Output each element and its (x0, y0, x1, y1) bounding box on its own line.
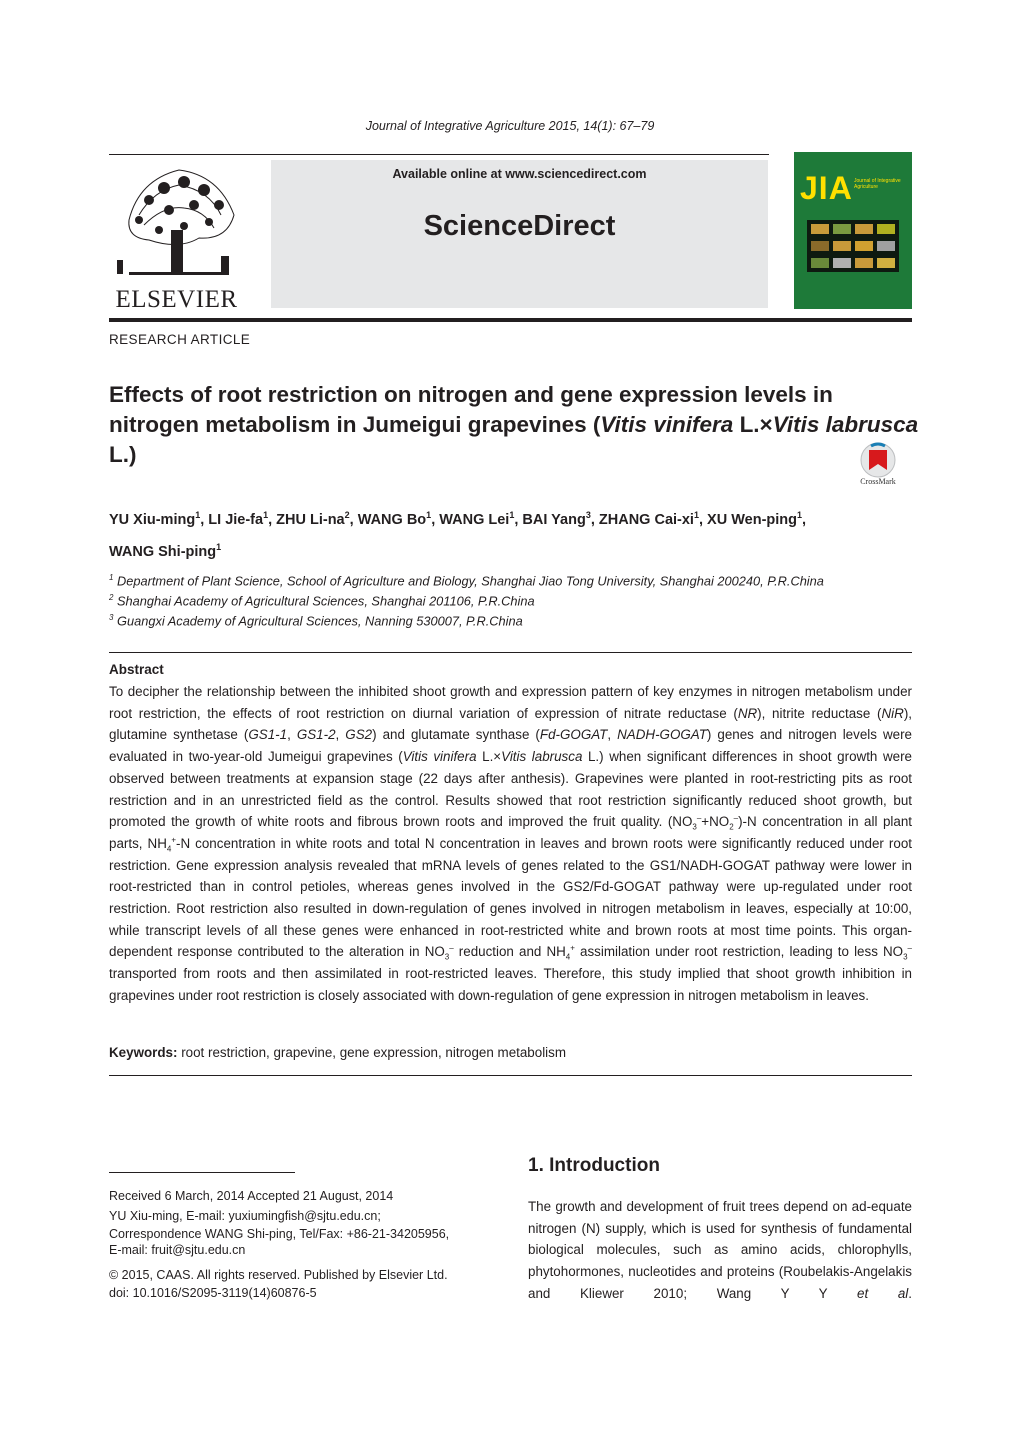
subscript: 3 (903, 953, 908, 963)
author-name (276, 512, 354, 528)
available-online-text: Available online at www.sciencedirect.com (392, 167, 647, 181)
author-separator: , (200, 511, 205, 528)
author-name (599, 512, 703, 528)
author-affiliation-number: 3 (585, 510, 591, 520)
title-species-1: Vitis vinifera (600, 412, 734, 437)
author-name (439, 512, 518, 528)
title-part: L.) (109, 442, 137, 467)
author-name-text: LI Jie-fa (208, 511, 264, 528)
introduction-text (528, 1196, 912, 1305)
author-name-text: ZHANG Cai-xi (598, 511, 694, 528)
received-dates: Received 6 March, 2014 Accepted 21 August, 2014 (109, 1189, 394, 1203)
text-run: L.× (476, 749, 502, 765)
author-name (208, 512, 272, 528)
abstract-heading: Abstract (109, 662, 164, 677)
superscript: – (449, 943, 454, 953)
italic-term: NiR (881, 705, 904, 721)
author-name (109, 512, 204, 528)
introduction-heading: 1. Introduction (528, 1155, 660, 1176)
superscript: – (907, 943, 912, 953)
author-name-text: XU Wen-ping (707, 511, 797, 528)
subscript: 4 (166, 844, 172, 854)
superscript: + (171, 835, 176, 845)
italic-term: et al (857, 1285, 909, 1301)
author-list (109, 502, 921, 566)
author-name-text: WANG Lei (439, 511, 510, 528)
author-affiliation-number: 1 (216, 541, 222, 552)
text-run: -N concentration in white roots and total N concentration in leaves and brown roots were significantly reduced under root restriction. Gene expression analysis revealed that mRNA levels of genes related to the GS1/NADH-GOGAT pathway were lower in root-restricted than in control petioles, whereas genes involved in the GS2/Fd-GOGAT pathway were up-regulated under root restriction. Root restriction also resulted in down-regulation of genes involved in nitrogen metabolism in leaves, especially at 10:00, while transcript levels of all these genes were enhanced in root-restricted white and brown roots at most time points. This organ-dependent response contributed to the alteration in NO (109, 835, 912, 960)
text-run: To decipher the relationship between the inhibited shoot growth and expression pattern of key enzymes in nitrogen metabolism under root restriction, the effects of root restriction on diurnal variation of expression of nitrate reductase ( (109, 684, 912, 721)
affiliation-text: Shanghai Academy of Agricultural Sciences, Shanghai 201106, P.R.China (117, 593, 535, 609)
italic-term: Fd-GOGAT (539, 727, 608, 743)
crossmark-badge[interactable] (855, 442, 901, 490)
cover-subtitle: Journal of Integrative Agriculture (854, 178, 901, 190)
keywords-label: Keywords: (109, 1045, 178, 1060)
subscript: 3 (444, 953, 450, 963)
author-affiliation-number: 1 (263, 510, 269, 520)
superscript: + (570, 943, 575, 953)
author-separator: , (349, 511, 354, 528)
affiliation-text: Guangxi Academy of Agricultural Sciences, Nanning 530007, P.R.China (117, 613, 523, 629)
text-run: , (335, 727, 346, 743)
author-separator: , (431, 511, 436, 528)
elsevier-wordmark: ELSEVIER (115, 286, 238, 313)
text-run: . (908, 1285, 912, 1301)
subscript: 4 (565, 953, 571, 963)
keywords-text: root restriction, grapevine, gene expression, nitrogen metabolism (177, 1045, 566, 1060)
text-run: transported from roots and then assimilated in root-restricted leaves. Therefore, this study implied that shoot growth inhibition in grapevines under root restriction is closely associated with down-regulation of gene expression in nitrogen metabolism in leaves. (109, 966, 912, 1003)
author-name-text: ZHU Li-na (276, 511, 345, 528)
text-run: , (607, 727, 618, 743)
italic-term: NADH-GOGAT (617, 727, 707, 743)
text-run: assimilation under root restriction, leading to less NO (574, 944, 904, 960)
author-separator: , (514, 511, 519, 528)
author-name (522, 512, 594, 528)
text-run: ), glutamine synthetase ( (109, 705, 912, 743)
italic-term: GS1-2 (296, 727, 336, 743)
author-affiliation-number: 1 (509, 510, 515, 520)
text-run: ) genes and nitrogen levels were evaluated in two-year-old Jumeigui grapevines ( (109, 727, 912, 765)
author-name-text: YU Xiu-ming (109, 511, 196, 528)
abstract-bottom-rule (109, 1075, 912, 1076)
superscript: – (696, 813, 702, 823)
affiliation-3 (109, 613, 523, 628)
header-top-rule (109, 154, 769, 155)
text-run: reduction and NH (453, 944, 566, 960)
crossmark-icon (855, 442, 901, 478)
keywords (109, 1045, 912, 1060)
affiliation-number: 3 (109, 613, 114, 622)
abstract-text (109, 681, 912, 1007)
superscript: – (733, 813, 739, 823)
subscript: 2 (729, 822, 734, 832)
italic-term: NR (737, 705, 758, 721)
article-title (109, 380, 921, 470)
author-name-text: WANG Bo (357, 511, 427, 528)
author-affiliation-number: 1 (797, 510, 803, 520)
tree-icon (109, 160, 244, 284)
author-name (358, 512, 436, 528)
affiliation-text: Department of Plant Science, School of Agriculture and Biology, Shanghai Jiao Tong University, Shanghai 200240, P.R.China (117, 573, 824, 589)
author-name (707, 512, 806, 528)
crossmark-label: CrossMark (860, 477, 896, 486)
text-run: ), nitrite reductase ( (757, 705, 882, 721)
title-part: Effects of root restriction on nitrogen and gene expression levels in nitrogen metabolism in Jumeigui grapevines ( (109, 382, 833, 437)
text-run: L.) when significant differences in shoot growth were observed between treatments at expansion stage (22 days after anthesis). Grapevines were planted in root-restricting pits as root restriction and in an unrestricted field as the control. Results showed that root restriction significantly reduced shoot growth, but promoted the growth of white roots and fibrous brown roots and improved the fruit quality. (NO (109, 749, 912, 830)
italic-term: GS2 (345, 727, 373, 743)
doi-link[interactable]: doi: 10.1016/S2095-3119(14)60876-5 (109, 1286, 317, 1300)
author-name (109, 541, 222, 560)
title-species-2: Vitis labrusca (772, 412, 919, 437)
article-type: RESEARCH ARTICLE (109, 332, 251, 347)
italic-term: Vitis labrusca (501, 749, 583, 765)
corresponding-email-1: YU Xiu-ming, E-mail: yuxiumingfish@sjtu.edu.cn; (109, 1209, 381, 1223)
text-run: , (287, 727, 297, 743)
author-separator: , (802, 511, 807, 528)
text-run: +NO (701, 814, 730, 830)
author-separator: , (268, 511, 273, 528)
text-run: ) and glutamate synthase ( (372, 727, 540, 743)
journal-cover[interactable] (794, 152, 912, 309)
affiliation-2 (109, 593, 535, 608)
sciencedirect-title: ScienceDirect (423, 210, 616, 242)
author-name-text: WANG Shi-ping (109, 543, 217, 560)
author-affiliation-number: 1 (693, 510, 699, 520)
correspondence-line: Correspondence WANG Shi-ping, Tel/Fax: +86-21-34205956, (109, 1227, 450, 1241)
copyright-notice: © 2015, CAAS. All rights reserved. Published by Elsevier Ltd. (109, 1268, 448, 1282)
author-affiliation-number: 1 (426, 510, 432, 520)
author-affiliation-number: 1 (195, 510, 201, 520)
text-run: )-N concentration in all plant parts, NH (109, 814, 912, 851)
subscript: 3 (692, 822, 697, 832)
cover-image-grid (807, 220, 899, 272)
text-run: The growth and development of fruit trees depend on ad-equate nitrogen (N) supply, which is used for synthesis of fundamental biological molecules, such as amino acids, chlorophylls, phytohormones, nucleotides and proteins (Roubelakis-Angelakis and Kliewer 2010; Wang Y Y (528, 1199, 912, 1301)
elsevier-logo[interactable] (109, 160, 244, 313)
affiliation-1 (109, 573, 824, 588)
journal-citation: Journal of Integrative Agriculture 2015, 14(1): 67–79 (365, 119, 655, 133)
footnote-rule (109, 1172, 295, 1173)
italic-term: Vitis vinifera (402, 749, 477, 765)
cover-logo: JIA (800, 170, 853, 206)
author-affiliation-number: 2 (344, 510, 350, 520)
affiliation-number: 2 (109, 593, 114, 602)
title-part: L.× (733, 412, 773, 437)
abstract-top-rule (109, 652, 912, 653)
italic-term: GS1-1 (248, 727, 288, 743)
header-bottom-rule (109, 318, 912, 322)
affiliation-number: 1 (109, 573, 114, 582)
author-name-text: BAI Yang (522, 511, 586, 528)
corresponding-email-2: E-mail: fruit@sjtu.edu.cn (109, 1243, 246, 1257)
author-separator: , (698, 511, 704, 528)
author-separator: , (590, 511, 595, 528)
sciencedirect-banner[interactable] (271, 160, 768, 308)
